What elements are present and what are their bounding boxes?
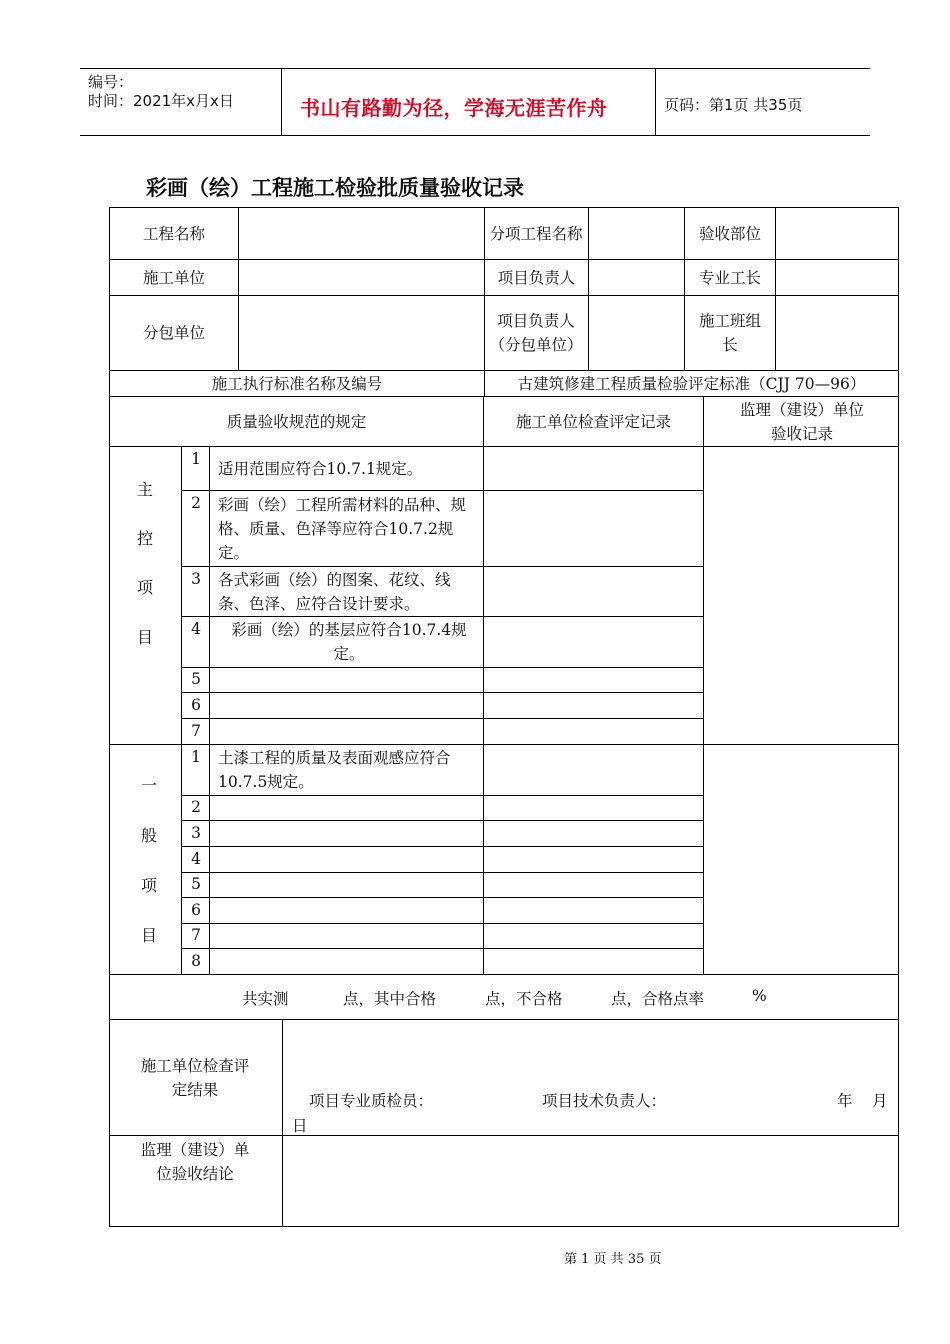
year-label: 年 — [837, 1092, 853, 1110]
check-header: 施工单位检查评定记录 — [515, 412, 671, 431]
header-bottom-line — [80, 135, 870, 136]
header-top-line — [80, 68, 870, 69]
main-control-label-4: 目 — [136, 628, 153, 647]
row-line — [181, 846, 704, 847]
col-line — [483, 396, 484, 975]
item-number: 5 — [191, 670, 201, 688]
item-number: 6 — [191, 901, 201, 919]
col-line — [238, 207, 239, 371]
acceptance-part-label: 验收部位 — [698, 224, 761, 243]
summary-passed: 点，其中合格 — [343, 990, 437, 1008]
general-label-2: 般 — [140, 826, 157, 845]
row-line — [109, 1019, 899, 1020]
item-number: 4 — [191, 620, 201, 638]
row-line — [181, 667, 704, 668]
main-control-label-3: 项 — [136, 578, 153, 597]
supervision-header: 监理（建设）单位验收记录 — [740, 400, 865, 443]
subcontract-unit-label: 分包单位 — [142, 324, 205, 342]
row-line — [181, 795, 704, 796]
item-number: 6 — [191, 696, 201, 714]
item-number: 3 — [191, 824, 201, 842]
conclusion-label: 监理（建设）单位验收结论 — [140, 1141, 250, 1183]
page-footer: 第 1 页 共 35 页 — [564, 1252, 662, 1267]
summary-row — [110, 975, 898, 1019]
day-label: 日 — [292, 1117, 308, 1135]
row-line — [181, 692, 704, 693]
main-item-text: 适用范围应符合10.7.1规定。 — [218, 459, 423, 478]
project-manager-label: 项目负责人 — [497, 268, 576, 287]
document-title: 彩画（绘）工程施工检验批质量验收记录 — [146, 176, 524, 200]
main-control-label-1: 主 — [136, 480, 153, 499]
row-line — [181, 897, 704, 898]
standard-value: 古建筑修建工程质量检验评定标准（CJJ 70—96） — [517, 374, 866, 393]
header-divider-1 — [281, 68, 282, 136]
main-item-text: 彩画（绘）的基层应符合10.7.4规定。 — [231, 621, 467, 663]
item-number: 5 — [191, 875, 201, 893]
item-number: 1 — [191, 748, 201, 766]
main-control-label-2: 控 — [136, 529, 153, 548]
item-number: 3 — [191, 570, 201, 588]
item-number: 7 — [191, 722, 201, 740]
general-label-4: 目 — [140, 926, 157, 945]
construction-unit-label: 施工单位 — [142, 268, 205, 287]
spec-header: 质量验收规范的规定 — [226, 412, 367, 431]
summary-percent: % — [752, 987, 767, 1005]
header-divider-2 — [655, 68, 656, 136]
standard-label: 施工执行标准名称及编号 — [211, 374, 383, 393]
main-item-text: 各式彩画（绘）的图案、花纹、线条、色泽、应符合设计要求。 — [218, 570, 451, 613]
col-line — [703, 396, 704, 975]
table-border-bottom — [109, 1226, 899, 1227]
serial-label: 编号： — [88, 73, 134, 91]
sub-project-manager-label: 项目负责人（分包单位） — [489, 312, 583, 354]
row-line — [181, 820, 704, 821]
sub-project-name-label: 分项工程名称 — [489, 224, 583, 243]
table-border-right — [898, 207, 899, 1227]
tech-lead-label: 项目技术负责人： — [542, 1092, 667, 1110]
general-item-text: 土漆工程的质量及表面观感应符合10.7.5规定。 — [218, 749, 451, 791]
inspector-label: 项目专业质检员： — [309, 1092, 434, 1110]
result-label: 施工单位检查评定结果 — [140, 1057, 250, 1099]
item-number: 2 — [191, 798, 201, 816]
summary-rate: 点，合格点率 — [611, 990, 705, 1008]
general-label-3: 项 — [140, 876, 157, 895]
main-item-text: 彩画（绘）工程所需材料的品种、规格、质量、色泽等应符合10.7.2规定。 — [218, 495, 467, 562]
item-number: 2 — [191, 494, 201, 512]
summary-total: 共实测 — [242, 990, 289, 1008]
month-label: 月 — [872, 1092, 888, 1110]
item-number: 4 — [191, 850, 201, 868]
time-label: 时间：2021年x月x日 — [88, 92, 234, 110]
col-line — [775, 207, 776, 371]
summary-failed: 点，不合格 — [485, 990, 563, 1008]
item-number: 8 — [191, 952, 201, 970]
col-line — [588, 207, 589, 371]
row-line — [181, 718, 704, 719]
row-line — [181, 872, 704, 873]
general-label-1: 一 — [140, 776, 157, 795]
foreman-label: 专业工长 — [698, 268, 761, 287]
team-leader-label: 施工班组长 — [698, 312, 761, 354]
item-number: 7 — [191, 926, 201, 944]
row-line — [181, 923, 704, 924]
row-line — [109, 1135, 899, 1136]
page-info: 页码：第1页 共35页 — [664, 96, 803, 114]
item-number: 1 — [191, 450, 201, 468]
col-line — [282, 1019, 283, 1227]
row-line — [181, 948, 704, 949]
project-name-label: 工程名称 — [142, 224, 205, 243]
motto: 书山有路勤为径，学海无涯苦作舟 — [300, 96, 608, 120]
